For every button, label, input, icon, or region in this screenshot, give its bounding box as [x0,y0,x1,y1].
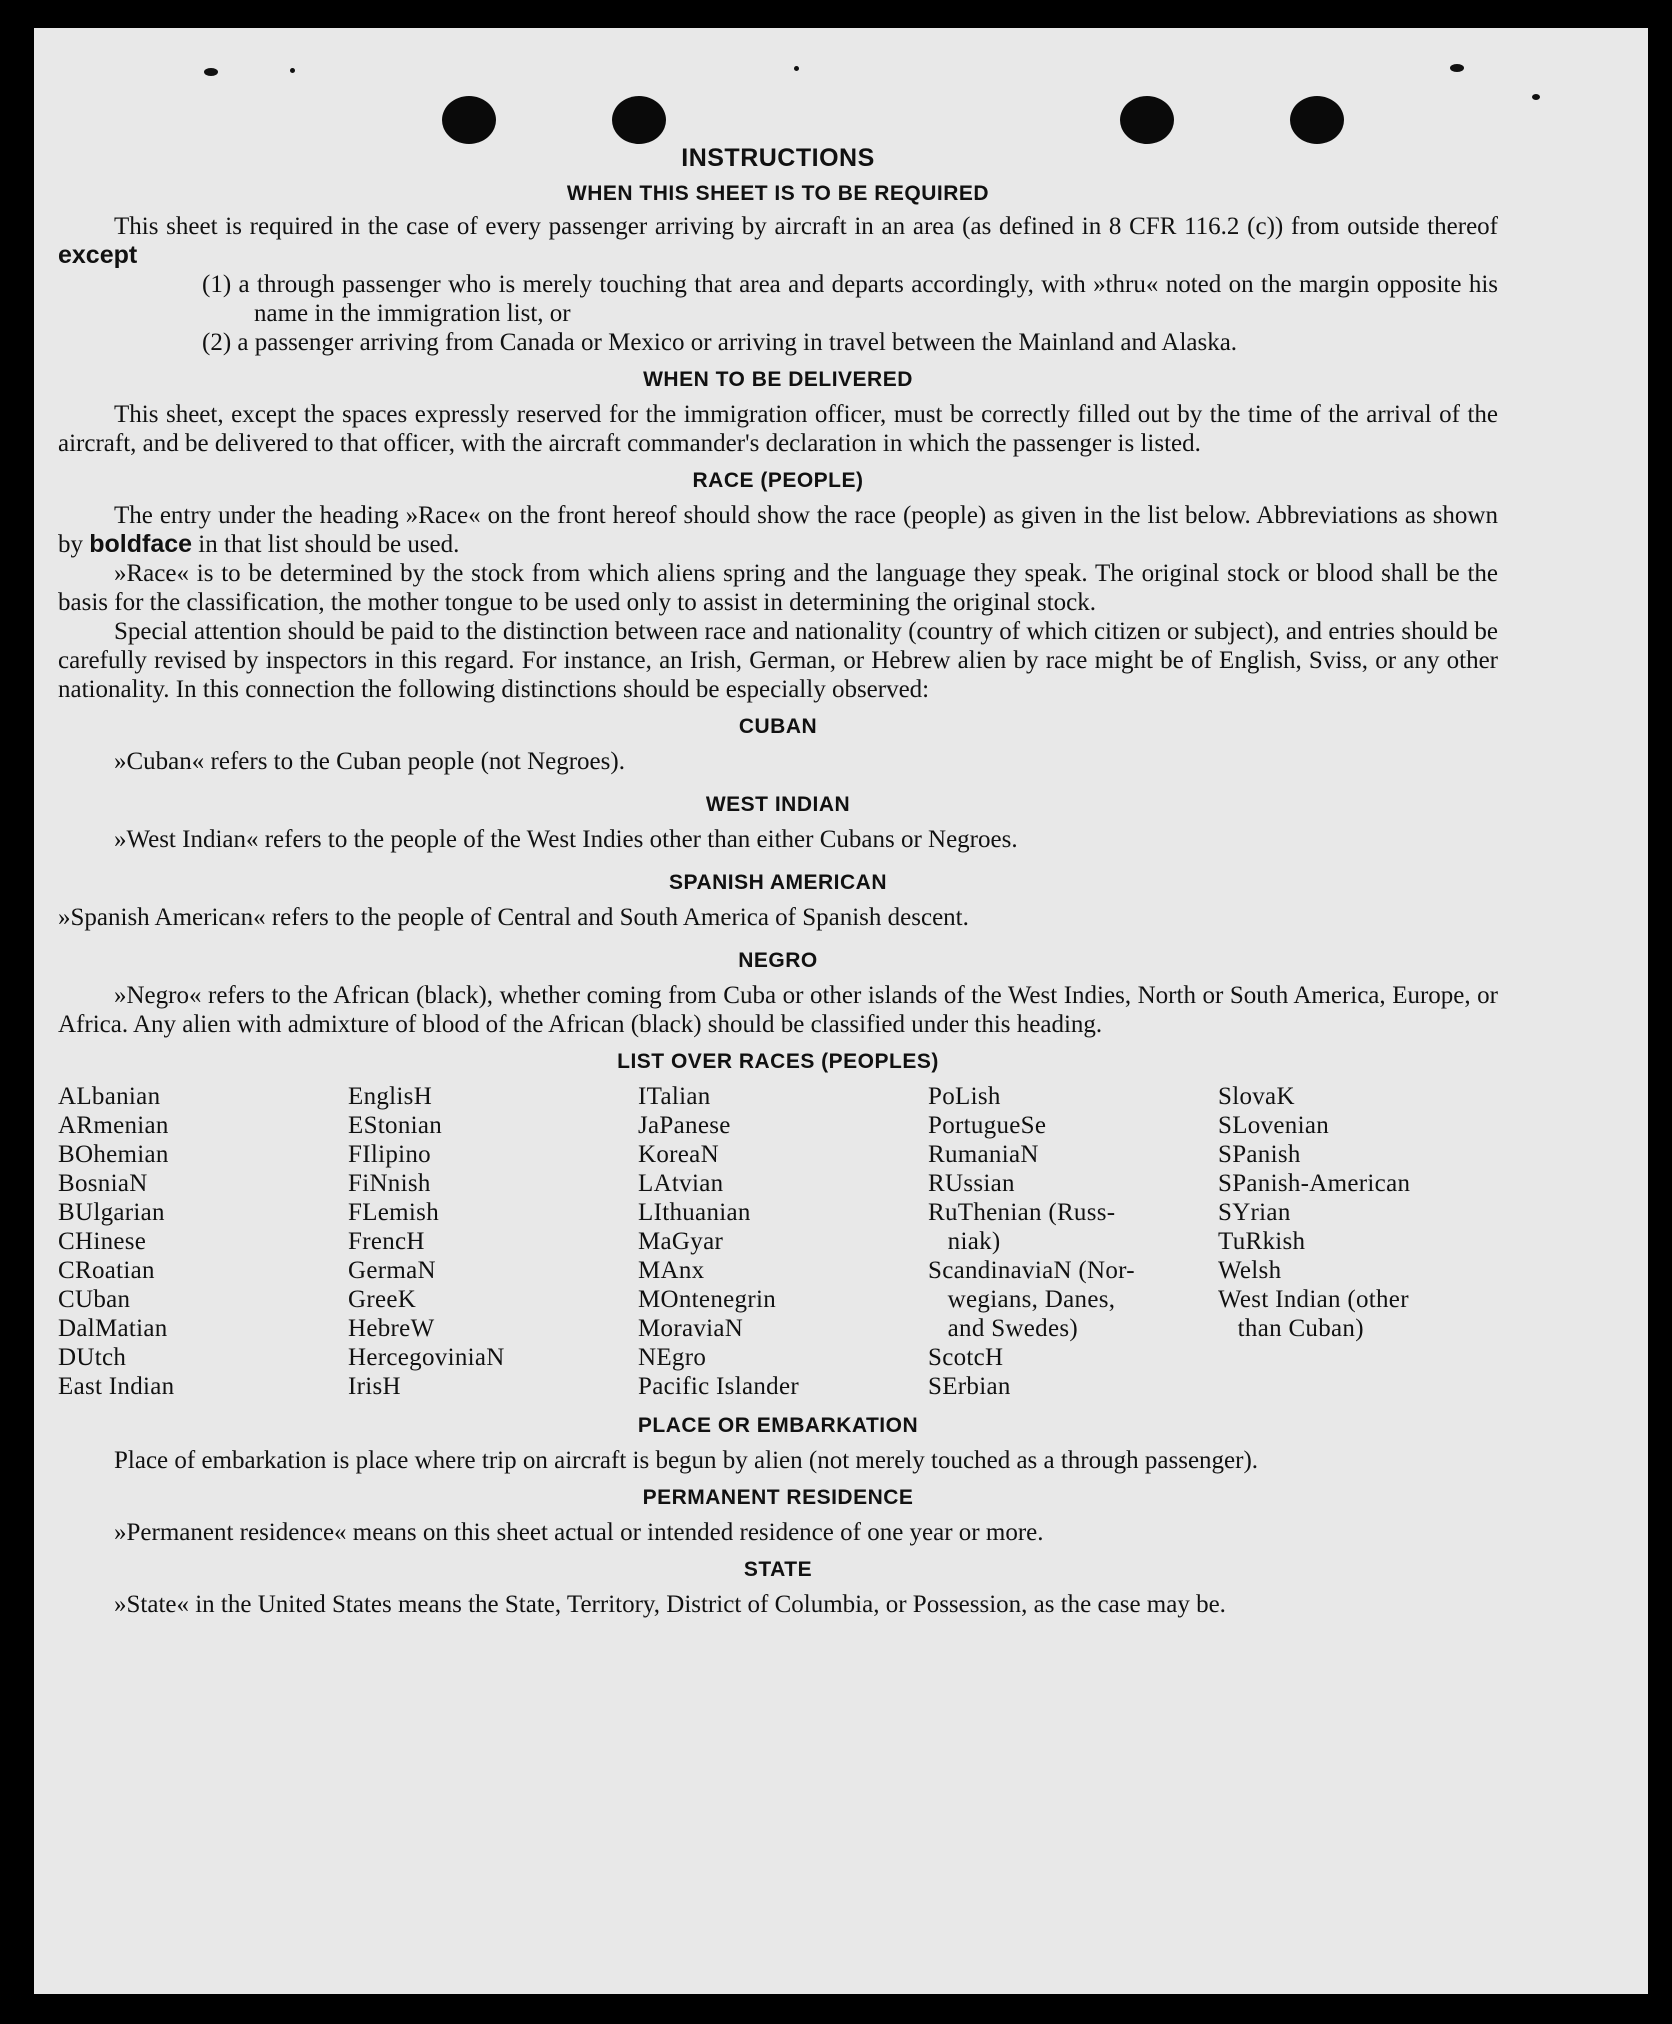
race-entry: Welsh [1218,1257,1282,1284]
race-entry: MAnx [638,1257,705,1284]
race-entry: DalMatian [58,1315,168,1342]
section-title: STATE [743,1558,813,1581]
race-entry: ITalian [638,1083,711,1110]
race-column [1218,1082,1498,1401]
race-entry: FLemish [348,1199,439,1226]
race-entry: SPanish-American [1218,1170,1411,1197]
paragraph: »Race« is to be determined by the stock from which aliens spring and the language they speak. The original stock or blood shall be the basis for the classification, the mother tongue to be used only to assist in determining the original stock. [58,560,1498,616]
race-entry: Pacific Islander [638,1373,799,1400]
race-entry: SLovenian [1218,1112,1330,1139]
race-column [638,1082,928,1401]
race-entry: RuThenian (Russ- [928,1199,1116,1226]
race-entry: LAtvian [638,1170,724,1197]
race-entry: HercegoviniaN [348,1344,505,1371]
race-entry: CHinese [58,1228,147,1255]
document-page [34,28,1648,1994]
ink-speck [1450,64,1464,72]
race-entry: BosniaN [58,1170,148,1197]
race-entry: SYrian [1218,1199,1291,1226]
ink-speck [290,68,295,73]
section-title: SPANISH AMERICAN [668,871,887,894]
punch-hole [1120,96,1174,144]
race-entry: West Indian (other [1218,1286,1409,1313]
race-entry: MaGyar [638,1228,724,1255]
race-entry: SErbian [928,1373,1011,1400]
race-entry: GermaN [348,1257,436,1284]
list-item: (2) a passenger arriving from Canada or Mexico or arriving in travel between the Mainland and Alaska. [202,329,1238,356]
race-column [348,1082,638,1401]
race-entry: ScotcH [928,1344,1004,1371]
text: in that list should be used. [192,531,460,558]
race-entry: KoreaN [638,1141,719,1168]
race-entry: MoraviaN [638,1315,744,1342]
ink-speck [794,66,799,71]
race-entry: HebreW [348,1315,435,1342]
race-column [928,1082,1218,1401]
race-entry: SPanish [1218,1141,1301,1168]
race-entry: FiNnish [348,1170,431,1197]
section-title: WHEN THIS SHEET IS TO BE REQUIRED [566,182,990,205]
race-list [58,1082,1498,1401]
section-title: CUBAN [738,715,818,738]
paragraph [58,212,1498,270]
race-entry: than Cuban) [1218,1315,1364,1342]
race-entry: and Swedes) [928,1315,1079,1342]
section-title: LIST OVER RACES (PEOPLES) [617,1050,939,1073]
race-entry: PoLish [928,1083,1001,1110]
page-title: INSTRUCTIONS [681,144,875,172]
race-entry: PortugueSe [928,1112,1047,1139]
paragraph: »Spanish American« refers to the people of Central and South America of Spanish descent. [58,904,969,931]
ink-speck [204,68,218,76]
punch-hole [612,96,666,144]
race-entry: ScandinaviaN (Nor- [928,1257,1135,1284]
race-entry: BOhemian [58,1141,169,1168]
bold-text: boldface [89,530,193,558]
race-entry: EnglisH [348,1083,433,1110]
race-entry: FIlipino [348,1141,431,1168]
race-entry: FrencH [348,1228,425,1255]
section-title: WHEN TO BE DELIVERED [643,368,913,391]
text: The entry under the heading »Race« on the front hereof should show the race (people) as given in the list below. Abbreviations as shown by [58,502,1498,558]
race-entry: LIthuanian [638,1199,751,1226]
section-title: NEGRO [738,949,818,972]
paragraph: Special attention should be paid to the distinction between race and nationality (country of which citizen or subject), and entries should be carefully revised by inspectors in this regard. For instance, an Irish, German, or Hebrew alien by race might be of English, Sviss, or any other nationality. In this connection the following distinctions should be especially observed: [58,618,1498,703]
race-entry: CRoatian [58,1257,155,1284]
paragraph: »Permanent residence« means on this sheet actual or intended residence of one year or more. [114,1519,1044,1546]
race-entry: wegians, Danes, [928,1286,1116,1313]
list-item: (1) a through passenger who is merely touching that area and departs accordingly, with »thru« noted on the margin opposite his name in the immigration list, or [202,271,1498,327]
race-entry: RumaniaN [928,1141,1039,1168]
ink-speck [1532,94,1540,100]
race-entry: ALbanian [58,1083,161,1110]
race-entry: East Indian [58,1373,175,1400]
paragraph: »West Indian« refers to the people of the West Indies other than either Cubans or Negroes. [114,826,1018,853]
paragraph: This sheet, except the spaces expressly reserved for the immigration officer, must be correctly filled out by the time of the arrival of the aircraft, and be delivered to that officer, with the aircraft commander's declaration in which the passenger is listed. [58,401,1498,457]
punch-hole [1290,96,1344,144]
race-entry: TuRkish [1218,1228,1306,1255]
race-entry: CUban [58,1286,131,1313]
section-title: PERMANENT RESIDENCE [642,1486,914,1509]
section-title: RACE (PEOPLE) [692,469,864,492]
paragraph: »Negro« refers to the African (black), whether coming from Cuba or other islands of the West Indies, North or South America, Europe, or Africa. Any alien with admixture of blood of the African (black) should be classified under this heading. [58,982,1498,1038]
race-entry: EStonian [348,1112,443,1139]
race-entry: JaPanese [638,1112,731,1139]
text: This sheet is required in the case of every passenger arriving by aircraft in an area (as defined in 8 CFR 116.2 (c)) from outside thereof [114,213,1498,240]
race-entry: ARmenian [58,1112,169,1139]
section-title: WEST INDIAN [705,793,851,816]
section-title: PLACE OR EMBARKATION [637,1414,919,1437]
instructions-text [58,144,1498,1619]
race-column [58,1082,348,1401]
race-entry: DUtch [58,1344,127,1371]
race-entry: IrisH [348,1373,401,1400]
race-entry: MOntenegrin [638,1286,776,1313]
race-entry: RUssian [928,1170,1015,1197]
bold-text: except [58,241,138,269]
race-entry: NEgro [638,1344,707,1371]
paragraph: Place of embarkation is place where trip on aircraft is begun by alien (not merely touched as a through passenger). [114,1447,1259,1474]
punch-hole [442,96,496,144]
race-entry: SlovaK [1218,1083,1295,1110]
race-entry: BUlgarian [58,1199,165,1226]
paragraph: »State« in the United States means the State, Territory, District of Columbia, or Possession, as the case may be. [114,1591,1226,1618]
paragraph [58,501,1498,559]
race-entry: niak) [928,1228,1001,1255]
paragraph: »Cuban« refers to the Cuban people (not Negroes). [114,748,625,775]
race-entry: GreeK [348,1286,417,1313]
